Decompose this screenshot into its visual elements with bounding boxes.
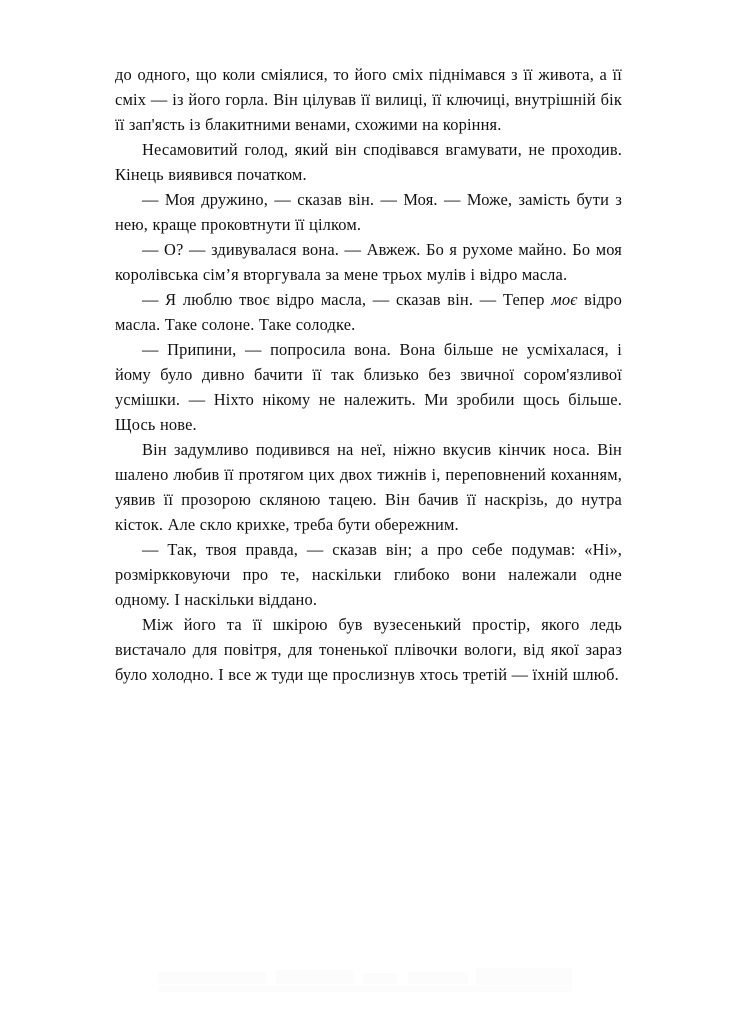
- paragraph-text-tail: відро масла. Таке солоне. Таке солодке.: [115, 290, 622, 334]
- paragraph: — О? — здивувалася вона. — Авжеж. Бо я рухоме майно. Бо моя королівська сім’я вторгувала за мене трьох мулів і відро масла.: [115, 240, 622, 284]
- emphasis-word: моє: [551, 290, 578, 309]
- watermark-mark: [158, 972, 266, 984]
- paragraph: — Так, твоя правда, — сказав він; а про себе подумав: «Ні», розміркковуючи про те, наскільки глибоко вони належали одне одному. І наскільки віддано.: [115, 540, 622, 609]
- paragraph: Між його та її шкірою був вузесенький простір, якого ледь вистачало для повітря, для тоненької плівочки вологи, від якої зараз було холодно. І все ж туди ще прослизнув хтось третій — їхній шлюб.: [115, 615, 622, 684]
- watermark-mark: [363, 973, 397, 984]
- faint-watermark: [158, 958, 578, 996]
- watermark-mark: [158, 986, 572, 992]
- watermark-mark: [476, 968, 572, 985]
- page-text-block: [115, 62, 622, 687]
- paragraph: — Припини, — попросила вона. Вона більше не усміхалася, і йому було дивно бачити її так близько без звичної сором'язливої усмішки. — Ніхто нікому не належить. Ми зробили щось більше. Щось нове.: [115, 340, 622, 434]
- paragraph-with-emphasis: [115, 287, 622, 337]
- watermark-mark: [276, 970, 354, 984]
- paragraph: до одного, що коли сміялися, то його сміх піднімався з її живота, а її сміх — із його горла. Він цілував її вилиці, її ключиці, внутрішній бік її зап'ясть із блакитними венами, схожими на коріння.: [115, 65, 622, 134]
- paragraph: Несамовитий голод, який він сподівався вгамувати, не проходив. Кінець виявився початком.: [115, 140, 622, 184]
- paragraph: — Моя дружино, — сказав він. — Моя. — Може, замість бути з нею, краще проковтнути її цілком.: [115, 190, 622, 234]
- watermark-mark: [408, 972, 468, 984]
- paragraph-text-lead: — Я люблю твоє відро масла, — сказав він. — Тепер: [142, 290, 552, 309]
- paragraph: Він задумливо подивився на неї, ніжно вкусив кінчик носа. Він шалено любив її протягом цих двох тижнів і, переповнений коханням, уявив її прозорою скляною тацею. Він бачив її наскрізь, до нутра кісток. Але скло крихке, треба бути обережним.: [115, 440, 622, 534]
